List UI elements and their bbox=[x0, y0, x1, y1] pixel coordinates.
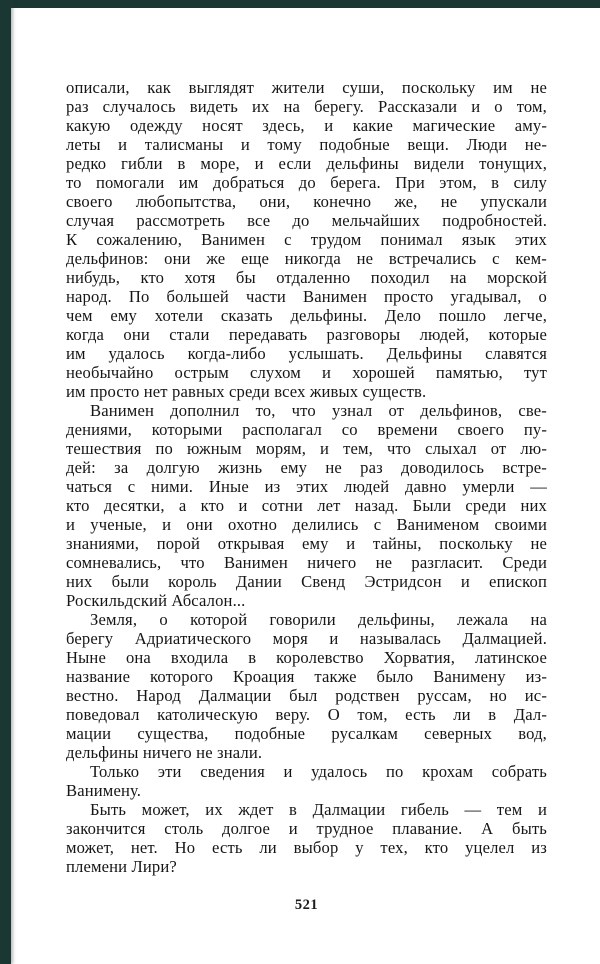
text-line: случая рассмотреть все до мельчайших подробностей. bbox=[66, 211, 547, 230]
text-line: им просто нет равных среди всех живых существ. bbox=[66, 382, 427, 401]
text-line: Роскильдский Абсалон... bbox=[66, 591, 246, 610]
paragraph bbox=[66, 800, 547, 876]
text-line: дельфинов: они же еще никогда не встречались с кем- bbox=[66, 249, 547, 268]
text-line: дельфины ничего не знали. bbox=[66, 743, 263, 762]
text-line: мации существа, подобные русалкам северных вод, bbox=[66, 724, 547, 743]
text-line: может, нет. Но есть ли выбор у тех, кто уцелел из bbox=[66, 838, 547, 857]
text-line: чем ему хотели сказать дельфины. Дело пошло легче, bbox=[66, 306, 547, 325]
text-line: Земля, о которой говорили дельфины, лежала на bbox=[90, 610, 547, 629]
text-line: дей: за долгую жизнь ему не раз доводилось встре- bbox=[66, 458, 547, 477]
text-line: дениями, которыми располагал со времени своего пу- bbox=[66, 420, 547, 439]
text-line: то помогали им добраться до берега. При этом, в силу bbox=[66, 173, 547, 192]
page-text bbox=[66, 78, 547, 876]
paragraph bbox=[66, 78, 547, 401]
text-line: необычайно острым слухом и хорошей памятью, тут bbox=[66, 363, 547, 382]
text-line: леты и талисманы и тому подобные вещи. Люди не- bbox=[66, 135, 547, 154]
scan-edge-left bbox=[0, 0, 11, 964]
paragraph bbox=[66, 401, 547, 610]
text-line: Ванимену. bbox=[66, 781, 142, 800]
text-line: знаниями, порой открывая ему и тайны, поскольку не bbox=[66, 534, 547, 553]
text-line: кто десятки, а кто и сотни лет назад. Были среди них bbox=[66, 496, 547, 515]
text-line: редко гибли в море, и если дельфины видели тонущих, bbox=[66, 154, 547, 173]
text-line: берегу Адриатического моря и называлась Далмацией. bbox=[66, 629, 547, 648]
text-line: народ. По большей части Ванимен просто угадывал, о bbox=[66, 287, 547, 306]
text-line: описали, как выглядят жители суши, поскольку им не bbox=[66, 78, 547, 97]
text-line: тешествия по южным морям, и тем, что слыхал от лю- bbox=[66, 439, 547, 458]
text-line: закончится столь долгое и трудное плавание. А быть bbox=[66, 819, 547, 838]
text-line: название которого Кроация также было Ванимену из- bbox=[66, 667, 547, 686]
text-line: сомневались, что Ванимен ничего не разгласит. Среди bbox=[66, 553, 547, 572]
text-line: какую одежду носят здесь, и какие магические аму- bbox=[66, 116, 547, 135]
text-line: своего любопытства, они, конечно же, не упускали bbox=[66, 192, 547, 211]
text-line: них были король Дании Свенд Эстридсон и епископ bbox=[66, 572, 547, 591]
text-line: Ныне она входила в королевство Хорватия, латинское bbox=[66, 648, 547, 667]
text-line: им удалось когда-либо услышать. Дельфины славятся bbox=[66, 344, 547, 363]
paragraph bbox=[66, 610, 547, 762]
scan-edge-top bbox=[0, 0, 600, 8]
page-number: 521 bbox=[294, 897, 319, 913]
text-line: чаться с ними. Иные из этих людей давно умерли — bbox=[66, 477, 547, 496]
text-line: раз случалось видеть их на берегу. Рассказали и о том, bbox=[66, 97, 547, 116]
text-line: и ученые, и они охотно делились с Ванименом своими bbox=[66, 515, 547, 534]
text-line: К сожалению, Ванимен с трудом понимал язык этих bbox=[66, 230, 547, 249]
text-line: Быть может, их ждет в Далмации гибель — тем и bbox=[90, 800, 547, 819]
paragraph bbox=[66, 762, 547, 800]
text-line: когда они стали передавать разговоры людей, которые bbox=[66, 325, 547, 344]
text-line: племени Лири? bbox=[66, 857, 177, 876]
text-line: поведовал католическую веру. О том, есть ли в Дал- bbox=[66, 705, 547, 724]
text-line: Только эти сведения и удалось по крохам собрать bbox=[90, 762, 547, 781]
text-line: нибудь, кто хотя бы отдаленно походил на морской bbox=[66, 268, 547, 287]
text-line: вестно. Народ Далмации был родствен руссам, но ис- bbox=[66, 686, 547, 705]
text-line: Ванимен дополнил то, что узнал от дельфинов, све- bbox=[90, 401, 547, 420]
